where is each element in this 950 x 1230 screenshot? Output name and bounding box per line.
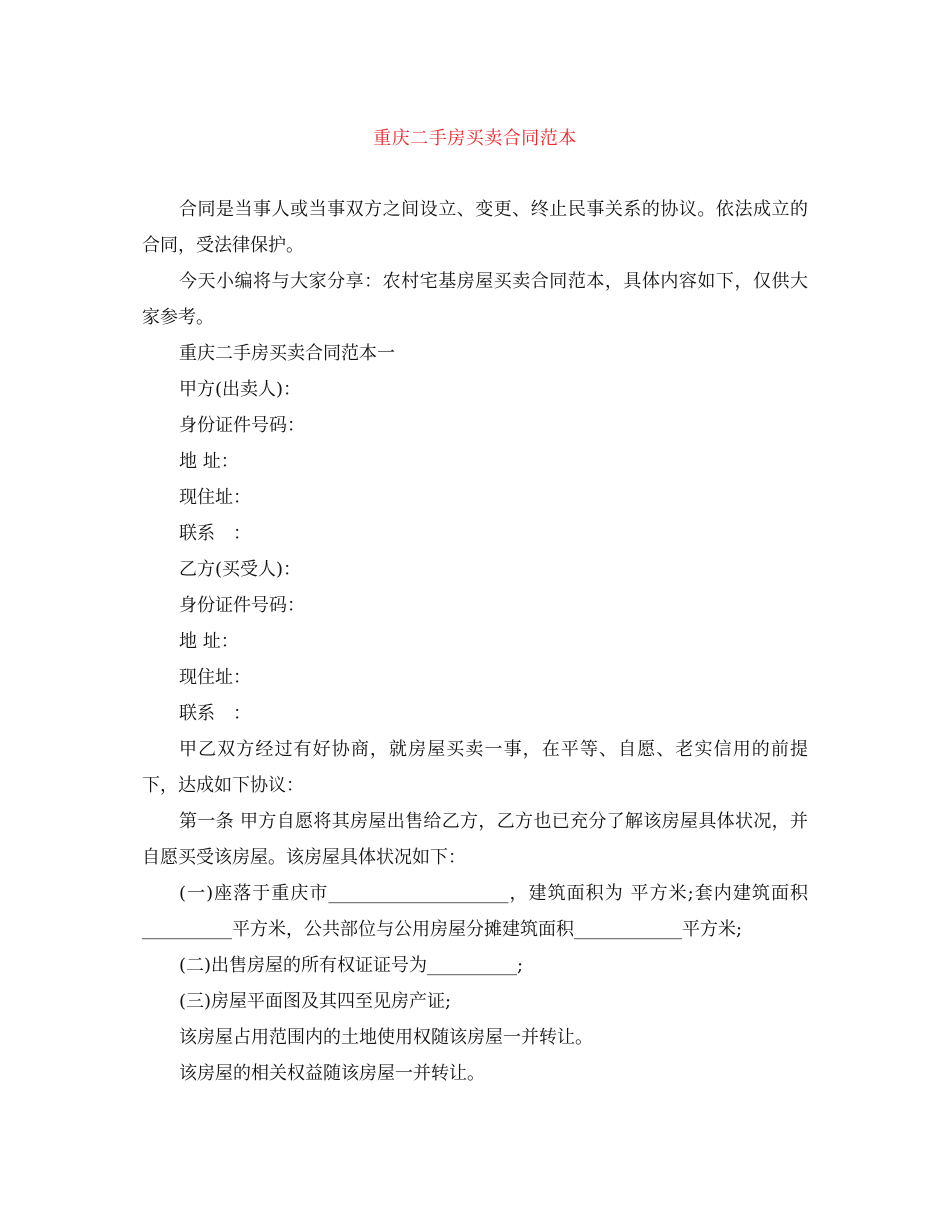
- party-b-id-field: 身份证件号码：: [179, 595, 305, 616]
- share-paragraph: 今天小编将与大家分享：农村宅基房屋买卖合同范本，具体内容如下，仅供大家参考。: [142, 271, 808, 328]
- party-a-heading: 甲方(出卖人)：: [179, 379, 302, 400]
- party-b-address-field: 地 址：: [179, 631, 239, 652]
- document-title: 重庆二手房买卖合同范本: [373, 128, 577, 149]
- party-a-current-address-field: 现住址：: [179, 487, 251, 508]
- party-b-heading: 乙方(买受人)：: [179, 559, 302, 580]
- floor-plan-clause: (三)房屋平面图及其四至见房产证;: [179, 991, 452, 1012]
- agreement-paragraph: 甲乙双方经过有好协商，就房屋买卖一事，在平等、自愿、老实信用的前提下，达成如下协议：: [142, 739, 808, 796]
- document-body: [142, 192, 808, 1092]
- article-one-paragraph: 第一条 甲方自愿将其房屋出售给乙方，乙方也已充分了解该房屋具体状况，并自愿买受该房屋。该房屋具体状况如下：: [142, 811, 808, 868]
- party-a-contact-field: 联系 ：: [179, 523, 251, 544]
- intro-paragraph: 合同是当事人或当事双方之间设立、变更、终止民事关系的协议。依法成立的合同，受法律保护。: [142, 199, 808, 256]
- party-a-id-field: 身份证件号码：: [179, 415, 305, 436]
- related-rights-clause: 该房屋的相关权益随该房屋一并转让。: [179, 1063, 485, 1084]
- ownership-certificate-clause: (二)出售房屋的所有权证证号为__________;: [179, 955, 524, 976]
- party-a-address-field: 地 址：: [179, 451, 239, 472]
- contract-subtitle: 重庆二手房买卖合同范本一: [179, 343, 395, 364]
- property-location-clause: (一)座落于重庆市____________________，建筑面积为 平方米;套内建筑面积__________平方米，公共部位与公用房屋分摊建筑面积____________平方米;: [142, 883, 808, 940]
- party-b-contact-field: 联系 ：: [179, 703, 251, 724]
- land-use-clause: 该房屋占用范围内的土地使用权随该房屋一并转让。: [179, 1027, 593, 1048]
- party-b-current-address-field: 现住址：: [179, 667, 251, 688]
